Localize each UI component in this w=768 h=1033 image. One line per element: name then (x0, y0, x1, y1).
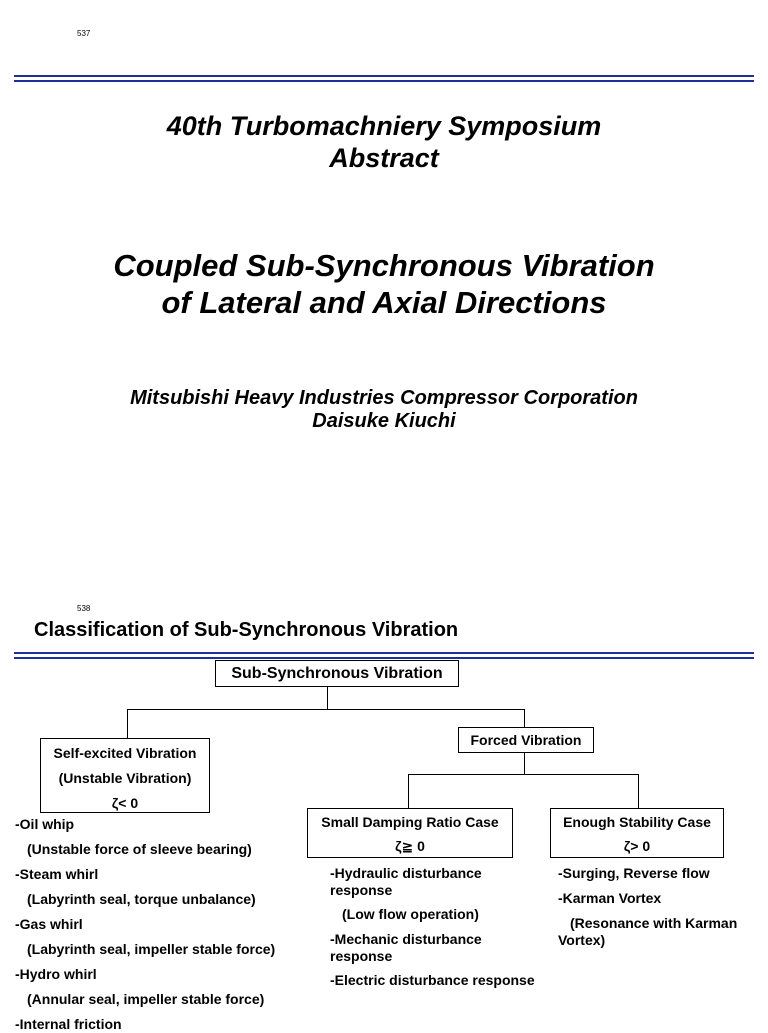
list-item-hydro-whirl-detail: (Annular seal, impeller stable force) (27, 991, 265, 1007)
connector-to-enough-stability (638, 774, 639, 808)
self-excited-condition: ζ< 0 (111, 795, 139, 811)
unstable-vibration-label: (Unstable Vibration) (58, 770, 192, 786)
connector-root-down (327, 687, 328, 709)
list-item-internal-friction: -Internal friction (15, 1016, 122, 1032)
list-item-oil-whip-detail: (Unstable force of sleeve bearing) (27, 841, 252, 857)
page-number-537: 537 (77, 29, 91, 38)
list-item-hydraulic-disturbance: -Hydraulic disturbance response (330, 865, 482, 898)
paper-title-line-2: of Lateral and Axial Directions (161, 285, 607, 320)
connector-forced-down (524, 753, 525, 774)
enough-stability-box (550, 808, 724, 858)
list-item-surging: -Surging, Reverse flow (558, 865, 710, 881)
author-name: Daisuke Kiuchi (312, 410, 456, 432)
list-item-electric-disturbance: -Electric disturbance response (330, 972, 535, 988)
paper-title-line-1: Coupled Sub-Synchronous Vibration (113, 248, 655, 283)
connector-level1-horizontal (127, 709, 525, 710)
small-damping-condition: ζ≧ 0 (395, 838, 425, 854)
list-item-karman-resonance: (Resonance with Karman Vortex) (558, 915, 738, 948)
list-item-steam-whirl-detail: (Labyrinth seal, torque unbalance) (27, 891, 256, 907)
connector-level2-horizontal (408, 774, 639, 775)
list-item-low-flow: (Low flow operation) (342, 906, 479, 922)
header-rule-bottom (14, 80, 754, 82)
enough-stability-label: Enough Stability Case (563, 814, 711, 830)
small-damping-box (307, 808, 513, 858)
classification-title: Classification of Sub-Synchronous Vibration (34, 619, 459, 641)
list-item-steam-whirl: -Steam whirl (15, 866, 99, 882)
header-rule-top (14, 75, 754, 77)
connector-to-small-damping (408, 774, 409, 808)
abstract-label: Abstract (329, 143, 439, 173)
list-item-gas-whirl-detail: (Labyrinth seal, impeller stable force) (27, 941, 276, 957)
list-item-oil-whip: -Oil whip (15, 816, 75, 832)
list-item-karman-vortex: -Karman Vortex (558, 890, 662, 906)
section-rule-bottom (14, 657, 754, 659)
small-damping-label: Small Damping Ratio Case (321, 814, 499, 830)
section-rule-top (14, 652, 754, 654)
connector-to-self-excited (127, 709, 128, 738)
self-excited-vibration-box (40, 738, 210, 813)
company-name: Mitsubishi Heavy Industries Compressor Corporation (130, 387, 638, 409)
list-item-gas-whirl: -Gas whirl (15, 916, 83, 932)
page-number-538: 538 (77, 604, 91, 613)
self-excited-label: Self-excited Vibration (53, 745, 197, 761)
forced-vibration-box: Forced Vibration (458, 727, 594, 753)
sub-synchronous-vibration-box: Sub-Synchronous Vibration (215, 660, 459, 687)
connector-to-forced (524, 709, 525, 728)
symposium-title: 40th Turbomachniery Symposium (166, 111, 602, 141)
list-item-hydro-whirl: -Hydro whirl (15, 966, 97, 982)
enough-stability-condition: ζ> 0 (623, 838, 651, 854)
list-item-mechanic-disturbance: -Mechanic disturbance response (330, 931, 482, 964)
